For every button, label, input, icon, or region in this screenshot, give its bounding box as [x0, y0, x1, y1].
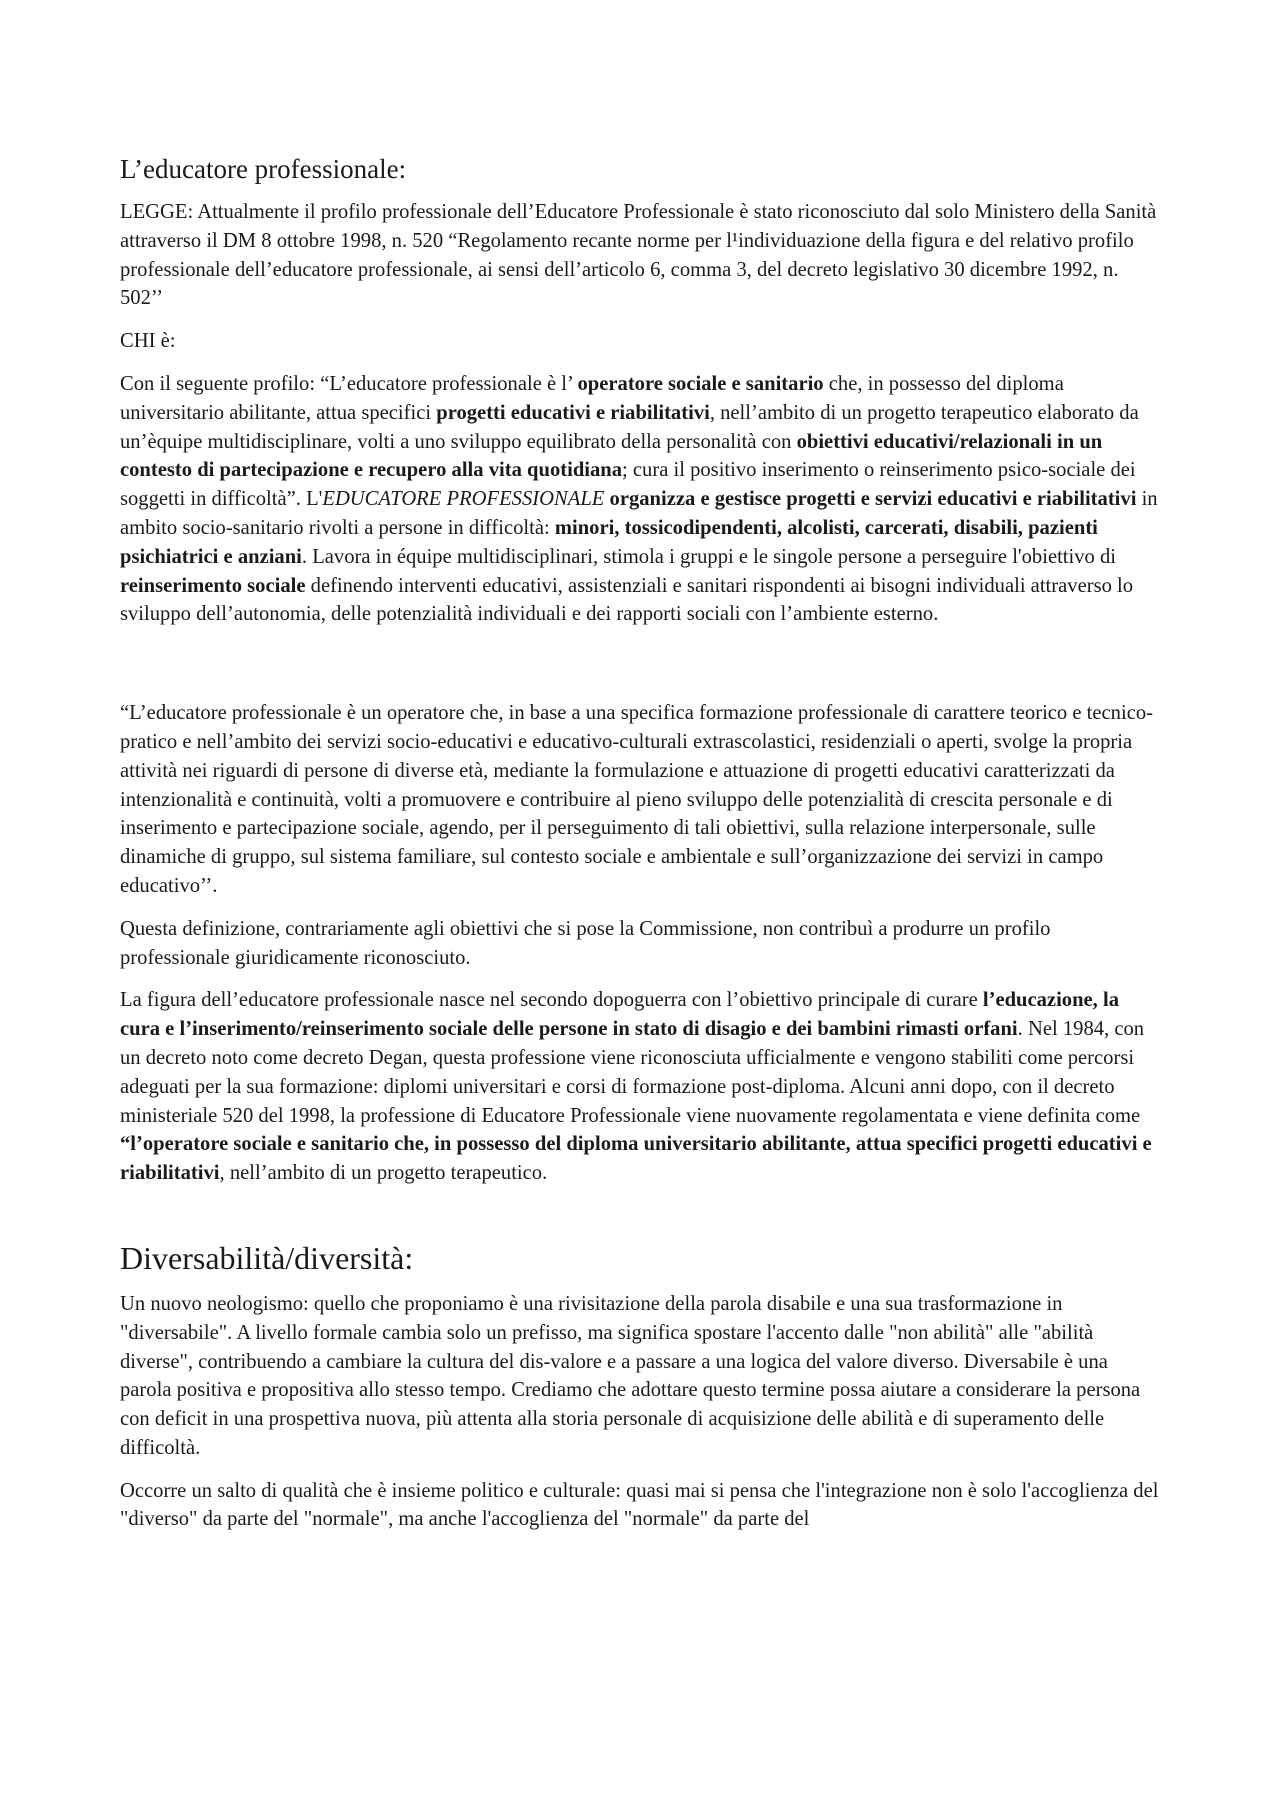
- bold-run: minori, tossicodipendenti, alcolisti, carcerati, disabili, pazienti psichiatrici e anziani: [120, 516, 1098, 568]
- text-run: . Lavora in équipe multidisciplinari, stimola i gruppi e le singole persone a perseguire l'obiettivo di: [301, 545, 1117, 568]
- paragraph-neologismo: Un nuovo neologismo: quello che proponiamo è una rivisitazione della parola disabile e una sua trasformazione in "diversabile". A livello formale cambia solo un prefisso, ma significa spostare l'accento dalle "non abilità" alle "abilità diverse", contribuendo a cambiare la cultura del dis-valore e a passare a una logica del valore diverso. Diversabile è una parola positiva e propositiva allo stesso tempo. Crediamo che adottare questo termine possa aiutare a considerare la persona con deficit in una prospettiva nuova, più attenta alla storia personale di acquisizione delle abilità e di superamento delle difficoltà.: [120, 1292, 1141, 1459]
- paragraph-legge: LEGGE: Attualmente il profilo professionale dell’Educatore Professionale è stato riconosciuto dal solo Ministero della Sanità attraverso il DM 8 ottobre 1998, n. 520 “Regolamento recante norme per l¹individuazione della figura e del relativo profilo professionale dell’educatore professionale, ai sensi dell’articolo 6, comma 3, del decreto legislativo 30 dicembre 1992, n. 502’’: [120, 201, 1157, 310]
- heading-diversabilita: Diversabilità/diversità:: [120, 1239, 414, 1276]
- text-run: . Nel 1984, con un decreto noto come decreto Degan, questa professione viene riconosciuta ufficialmente e vengono stabiliti come percorsi adeguati per la sua formazione: diplomi universitari e corsi di formazione post-diploma. Alcuni anni dopo, con il decreto ministeriale 520 del 1998, la professione di Educatore Professionale viene nuovamente regolamentata e viene definita come: [120, 1018, 1145, 1127]
- text-run: definendo interventi educativi, assistenziali e sanitari rispondenti ai bisogni individuali attraverso lo sviluppo dell’autonomia, delle potenzialità individuali e dei rapporti sociali con l’ambiente esterno.: [120, 574, 1134, 626]
- paragraph-profilo: [120, 370, 1160, 629]
- text-run: in ambito socio-sanitario rivolti a persone in difficoltà:: [120, 488, 1158, 539]
- bold-run: “l’operatore sociale e sanitario che, in possesso del diploma universitario abilitante, attua specifici progetti educativi e riabilitativi: [120, 1133, 1152, 1185]
- paragraph-chi: CHI è:: [120, 330, 176, 353]
- text-run: La figura dell’educatore professionale nasce nel secondo dopoguerra con l’obiettivo principale di curare: [120, 989, 983, 1012]
- spacer: [120, 1202, 1160, 1238]
- spacer: [120, 643, 1160, 699]
- text-run: che, in possesso del diploma universitario abilitante, attua specifici: [120, 372, 1064, 424]
- text-run: Con il seguente profilo: “L’educatore professionale è l’: [120, 372, 578, 395]
- paragraph-figura: [120, 986, 1160, 1188]
- paragraph-definizione: Questa definizione, contrariamente agli obiettivi che si pose la Commissione, non contribuì a produrre un profilo professionale giuridicamente riconosciuto.: [120, 917, 1051, 969]
- bold-run: operatore sociale e sanitario: [577, 372, 824, 395]
- paragraph-salto: Occorre un salto di qualità che è insieme politico e culturale: quasi mai si pensa che l'integrazione non è solo l'accoglienza del "diverso" da parte del "normale", ma anche l'accoglienza del "normale" da parte del: [120, 1479, 1159, 1531]
- paragraph-quote: “L’educatore professionale è un operatore che, in base a una specifica formazione professionale di carattere teorico e tecnico-pratico e nell’ambito dei servizi socio-educativi e educativo-culturali extrascolastici, residenziali o aperti, svolge la propria attività nei riguardi di persone di diverse età, mediante la formulazione e attuazione di progetti educativi caratterizzati da intenzionalità e continuità, volti a promuovere e contribuire al pieno sviluppo delle potenzialità di crescita personale e di inserimento e partecipazione sociale, agendo, per il perseguimento di tali obiettivi, sulla relazione interpersonale, sulle dinamiche di gruppo, sul sistema familiare, sul contesto sociale e ambientale e sull’organizzazione dei servizi in campo educativo’’.: [120, 702, 1153, 897]
- text-run: , nell’ambito di un progetto terapeutico.: [219, 1162, 548, 1185]
- text-run: ; cura il positivo inserimento o reinserimento psico-sociale dei soggetti in difficoltà”. L': [120, 459, 1136, 511]
- heading-educatore: L’educatore professionale:: [120, 154, 407, 184]
- bold-run: organizza e gestisce progetti e servizi educativi e riabilitativi: [609, 488, 1137, 511]
- text-run: , nell’ambito di un progetto terapeutico elaborato da un’èquipe multidisciplinare, volti a uno sviluppo equilibrato della personalità con: [120, 401, 1139, 453]
- bold-run: l’educazione, la cura e l’inserimento/reinserimento sociale delle persone in stato di disagio e dei bambini rimasti orfani: [120, 989, 1119, 1041]
- bold-run: progetti educativi e riabilitativi: [436, 401, 710, 424]
- bold-run: obiettivi educativi/relazionali in un contesto di partecipazione e recupero alla vita quotidiana: [120, 430, 1103, 482]
- bold-run: reinserimento sociale: [120, 574, 306, 597]
- italic-run: EDUCATORE PROFESSIONALE: [322, 488, 605, 511]
